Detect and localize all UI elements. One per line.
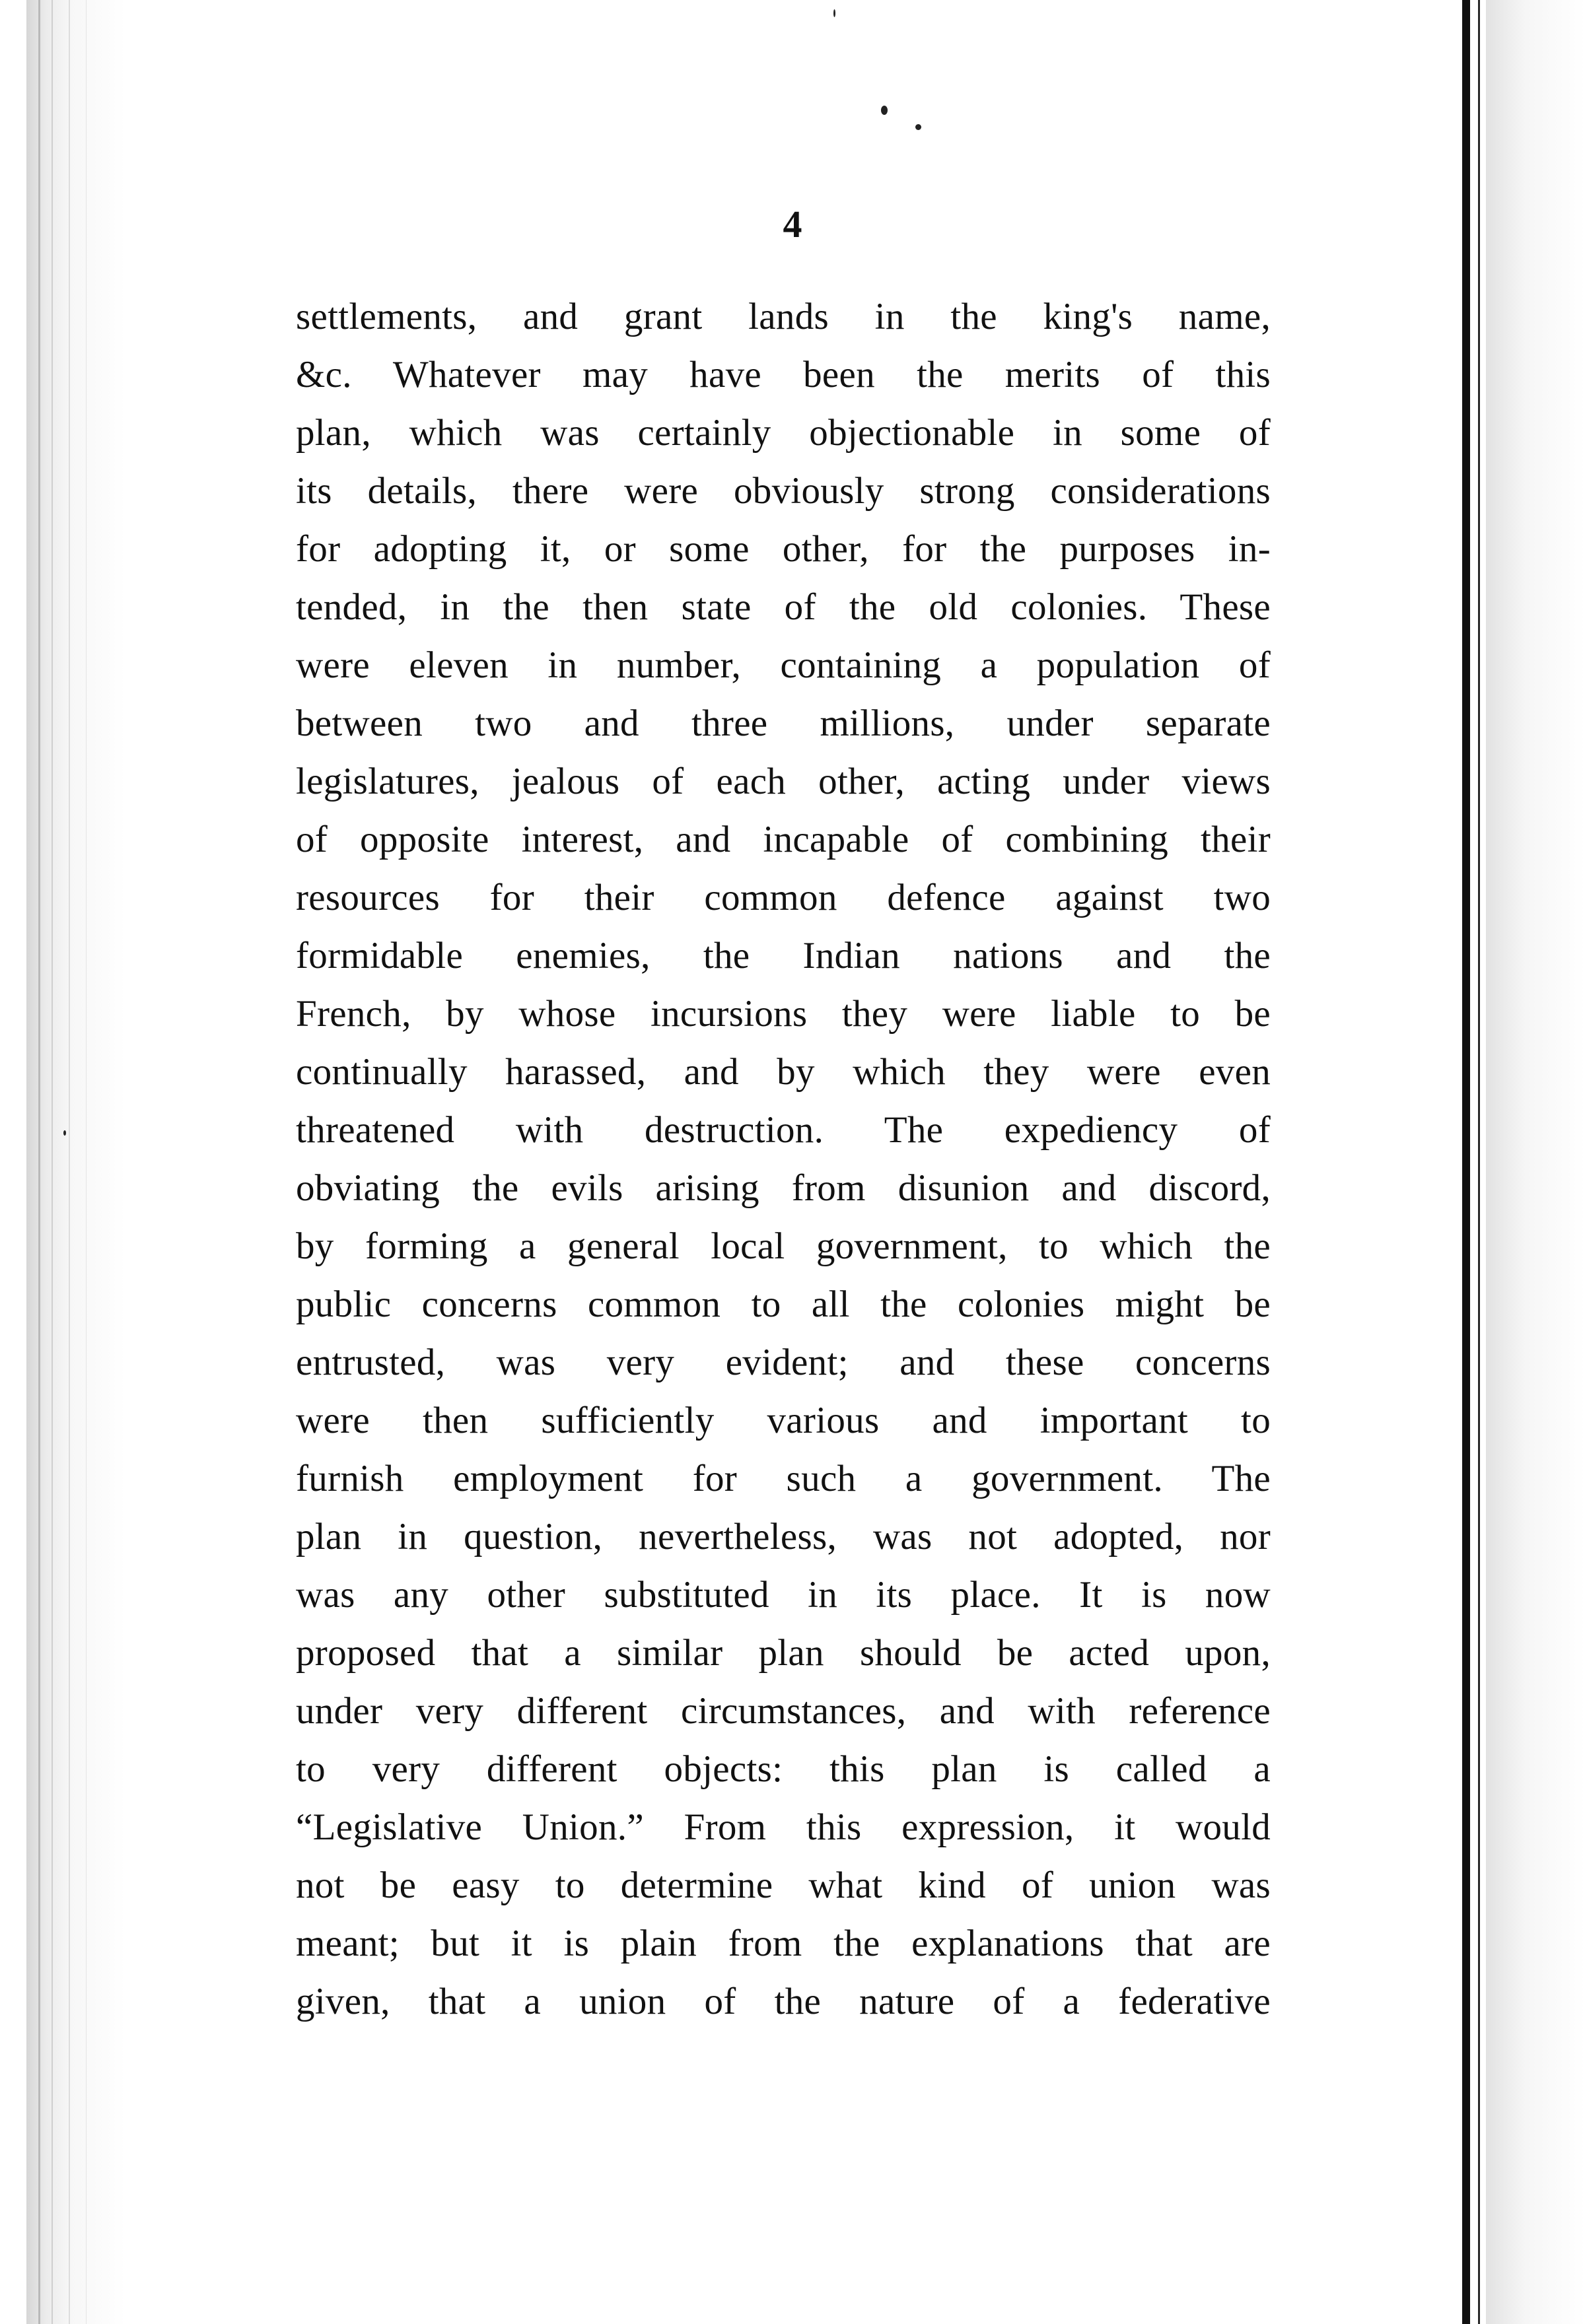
text-line: given, that a union of the nature of a federative xyxy=(296,1981,1271,2022)
text-line: its details, there were obviously strong considerations xyxy=(296,470,1271,512)
text-line: resources for their common defence against two xyxy=(296,877,1271,918)
ink-speck xyxy=(881,106,888,115)
text-line: meant; but it is plain from the explanations that are xyxy=(296,1923,1271,1964)
text-line: was any other substituted in its place. It is now xyxy=(296,1574,1271,1616)
page-number: 4 xyxy=(783,203,802,246)
text-line: of opposite interest, and incapable of combining their xyxy=(296,819,1271,860)
binding-edge-line xyxy=(52,0,53,2324)
ink-speck xyxy=(915,124,921,130)
text-line: legislatures, jealous of each other, acting under views xyxy=(296,761,1271,802)
text-line: for adopting it, or some other, for the purposes in- xyxy=(296,528,1271,570)
page-border-dark xyxy=(1462,0,1470,2324)
text-line: entrusted, was very evident; and these concerns xyxy=(296,1342,1271,1383)
text-line: French, by whose incursions they were liable to be xyxy=(296,993,1271,1035)
text-line: were eleven in number, containing a population of xyxy=(296,644,1271,686)
text-line: threatened with destruction. The expediency of xyxy=(296,1109,1271,1151)
text-line: plan, which was certainly objectionable in some of xyxy=(296,412,1271,454)
text-line: plan in question, nevertheless, was not adopted, nor xyxy=(296,1516,1271,1557)
page-border-thin xyxy=(1478,0,1480,2324)
body-text xyxy=(296,288,1271,2031)
binding-edge-line xyxy=(69,0,70,2324)
text-line: settlements, and grant lands in the king's name, xyxy=(296,296,1271,337)
ink-speck xyxy=(833,9,835,17)
text-line: by forming a general local government, to which the xyxy=(296,1225,1271,1267)
text-line: were then sufficiently various and important to xyxy=(296,1400,1271,1441)
binding-edge-line xyxy=(38,0,40,2324)
facing-page-edge xyxy=(1486,0,1585,2324)
text-line: furnish employment for such a government. The xyxy=(296,1458,1271,1499)
text-line: continually harassed, and by which they were even xyxy=(296,1051,1271,1093)
text-line: “Legislative Union.” From this expression, it would xyxy=(296,1806,1271,1848)
text-line: to very different objects: this plan is called a xyxy=(296,1748,1271,1790)
text-line: between two and three millions, under separate xyxy=(296,702,1271,744)
binding-shadow xyxy=(26,0,125,2324)
text-line: obviating the evils arising from disunion and discord, xyxy=(296,1167,1271,1209)
ink-speck xyxy=(63,1130,66,1136)
text-line: tended, in the then state of the old colonies. These xyxy=(296,586,1271,628)
binding-edge-line xyxy=(86,0,87,2324)
text-line: not be easy to determine what kind of union was xyxy=(296,1864,1271,1906)
text-line: public concerns common to all the colonies might be xyxy=(296,1283,1271,1325)
text-line: formidable enemies, the Indian nations and the xyxy=(296,935,1271,976)
text-line: under very different circumstances, and with reference xyxy=(296,1690,1271,1732)
text-line: &c. Whatever may have been the merits of this xyxy=(296,354,1271,395)
text-line: proposed that a similar plan should be acted upon, xyxy=(296,1632,1271,1674)
